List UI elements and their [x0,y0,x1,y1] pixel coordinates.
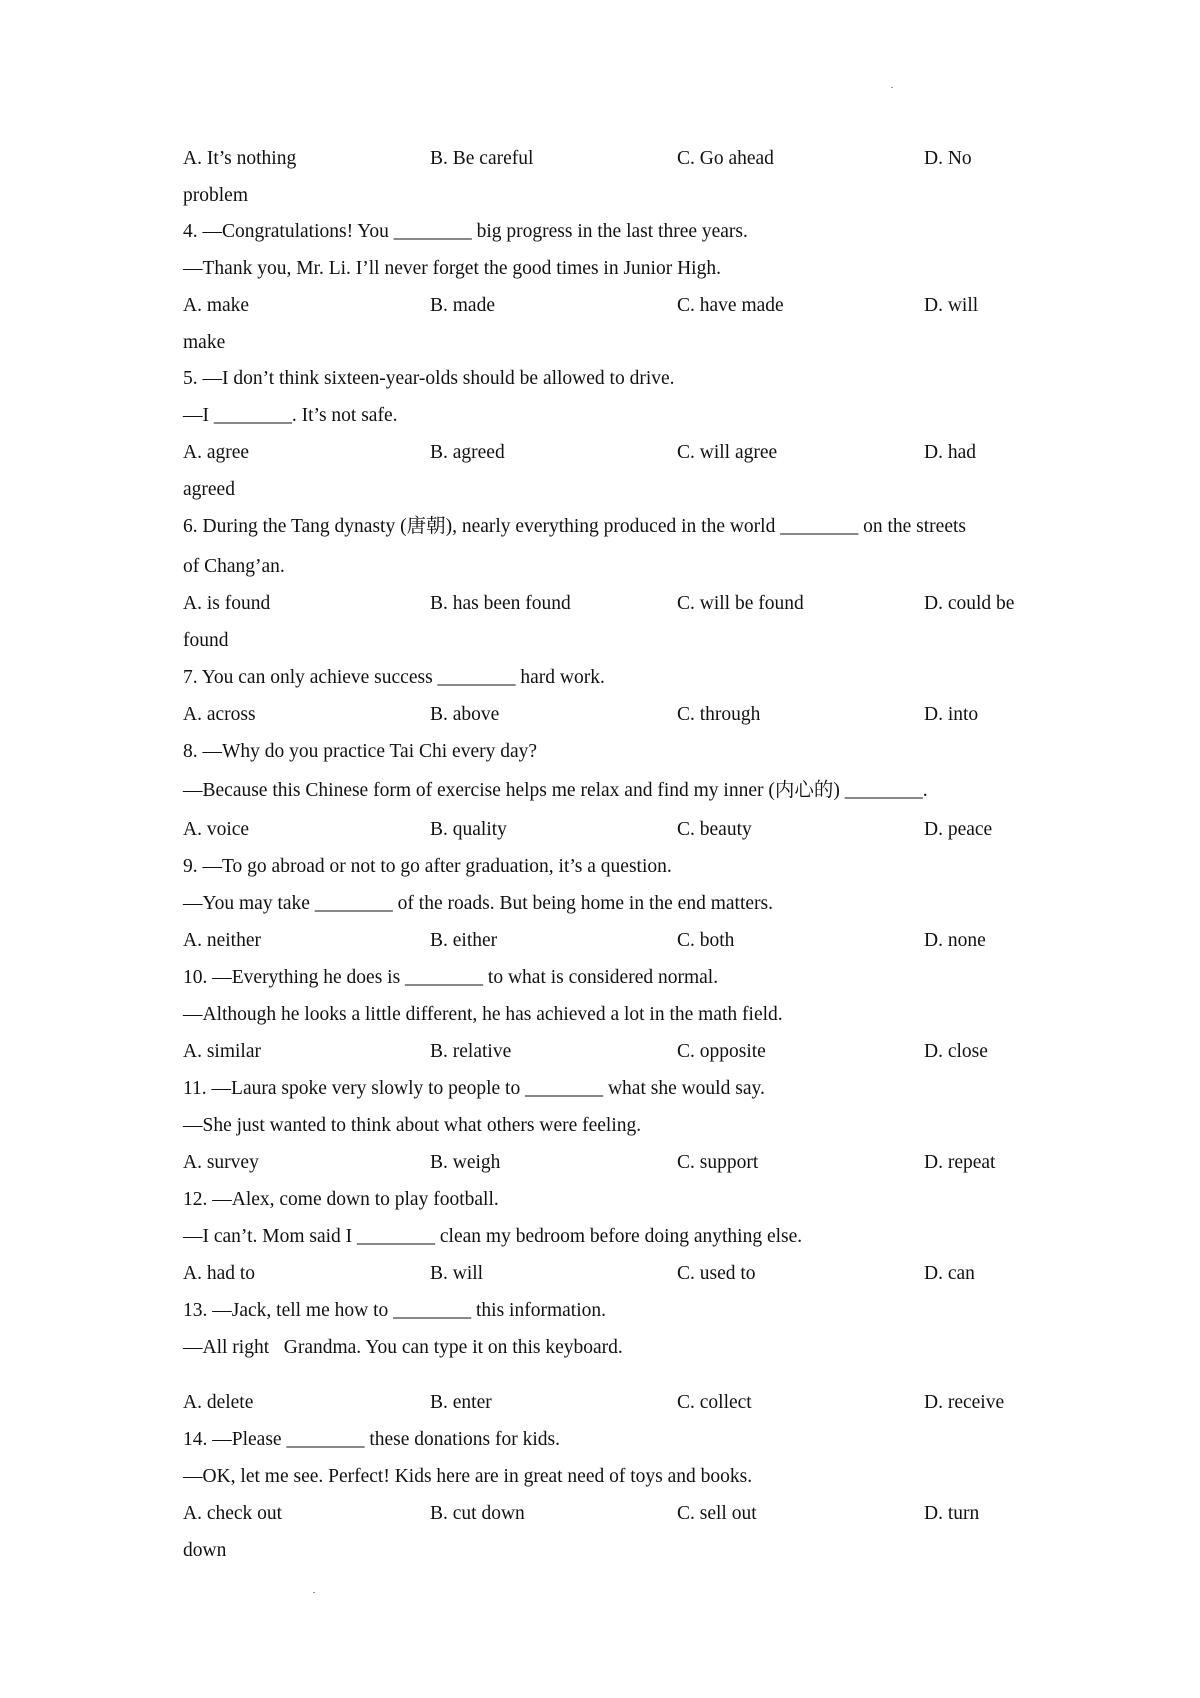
q5-reply: —I ________. It’s not safe. [183,405,398,426]
q13-stem: 13. —Jack, tell me how to ________ this information. [183,1300,606,1321]
q9-stem: 9. —To go abroad or not to go after graduation, it’s a question. [183,856,672,877]
q8-option-a: A. voice [183,819,250,840]
q9-reply: —You may take ________ of the roads. But being home in the end matters. [183,893,773,914]
q4-option-b: B. made [430,295,495,316]
q12-option-b: B. will [430,1263,484,1284]
q12-option-a: A. had to [183,1263,256,1284]
q6-option-b: B. has been found [430,593,571,614]
q9-option-d: D. none [924,930,986,951]
q7-option-d: D. into [924,704,979,725]
q6-stem-continued: of Chang’an. [183,556,285,577]
q6-option-a: A. is found [183,593,271,614]
q11-option-d: D. repeat [924,1152,996,1173]
q14-reply: —OK, let me see. Perfect! Kids here are in great need of toys and books. [183,1466,753,1487]
q8-option-d: D. peace [924,819,993,840]
q5-option-a: A. agree [183,442,250,463]
q6-option-c: C. will be found [677,593,804,614]
q5-option-d: D. had [924,442,976,463]
q4-stem: 4. —Congratulations! You ________ big progress in the last three years. [183,221,748,242]
q4-option-d-wrap: make [183,332,226,353]
q7-option-a: A. across [183,704,256,725]
q11-option-b: B. weigh [430,1152,501,1173]
q3-option-d-wrap: problem [183,185,248,206]
q4-option-a: A. make [183,295,250,316]
q14-option-d-wrap: down [183,1540,227,1561]
q13-option-c: C. collect [677,1392,752,1413]
q6-option-d: D. could be [924,593,1015,614]
q9-option-c: C. both [677,930,735,951]
scan-speck [891,87,893,88]
q12-stem: 12. —Alex, come down to play football. [183,1189,499,1210]
q6-option-d-wrap: found [183,630,229,651]
q4-option-d: D. will [924,295,979,316]
q5-option-c: C. will agree [677,442,778,463]
q13-option-d: D. receive [924,1392,1005,1413]
q5-stem: 5. —I don’t think sixteen-year-olds should be allowed to drive. [183,368,675,389]
q13-option-b: B. enter [430,1392,492,1413]
q4-option-c: C. have made [677,295,784,316]
q12-option-c: C. used to [677,1263,756,1284]
q10-option-b: B. relative [430,1041,512,1062]
q5-option-b: B. agreed [430,442,505,463]
q7-option-b: B. above [430,704,500,725]
q11-option-a: A. survey [183,1152,259,1173]
q7-stem: 7. You can only achieve success ________ hard work. [183,667,605,688]
q3-option-a: A. It’s nothing [183,148,297,169]
q7-option-c: C. through [677,704,761,725]
q3-option-b: B. Be careful [430,148,534,169]
q9-option-b: B. either [430,930,498,951]
q8-option-b: B. quality [430,819,507,840]
q14-option-c: C. sell out [677,1503,757,1524]
q9-option-a: A. neither [183,930,261,951]
q12-reply: —I can’t. Mom said I ________ clean my bedroom before doing anything else. [183,1226,803,1247]
q11-reply: —She just wanted to think about what others were feeling. [183,1115,642,1136]
q11-stem: 11. —Laura spoke very slowly to people to ________ what she would say. [183,1078,765,1099]
q13-option-a: A. delete [183,1392,254,1413]
q8-option-c: C. beauty [677,819,752,840]
q10-option-c: C. opposite [677,1041,766,1062]
q8-reply: —Because this Chinese form of exercise helps me relax and find my inner (内心的) ________. [183,780,928,801]
q14-option-d: D. turn [924,1503,980,1524]
q14-stem: 14. —Please ________ these donations for kids. [183,1429,560,1450]
q8-stem: 8. —Why do you practice Tai Chi every day? [183,741,538,762]
q5-option-d-wrap: agreed [183,479,235,500]
scan-speck [313,1592,315,1593]
q10-option-a: A. similar [183,1041,261,1062]
q11-option-c: C. support [677,1152,759,1173]
q13-reply: —All right Grandma. You can type it on this keyboard. [183,1337,623,1358]
q10-reply: —Although he looks a little different, he has achieved a lot in the math field. [183,1004,783,1025]
q10-option-d: D. close [924,1041,988,1062]
q14-option-a: A. check out [183,1503,283,1524]
q4-reply: —Thank you, Mr. Li. I’ll never forget the good times in Junior High. [183,258,721,279]
q10-stem: 10. —Everything he does is ________ to what is considered normal. [183,967,719,988]
q3-option-c: C. Go ahead [677,148,774,169]
q3-option-d: D. No [924,148,972,169]
q6-stem: 6. During the Tang dynasty (唐朝), nearly everything produced in the world ________ on the streets [183,516,966,537]
q12-option-d: D. can [924,1263,975,1284]
q14-option-b: B. cut down [430,1503,525,1524]
